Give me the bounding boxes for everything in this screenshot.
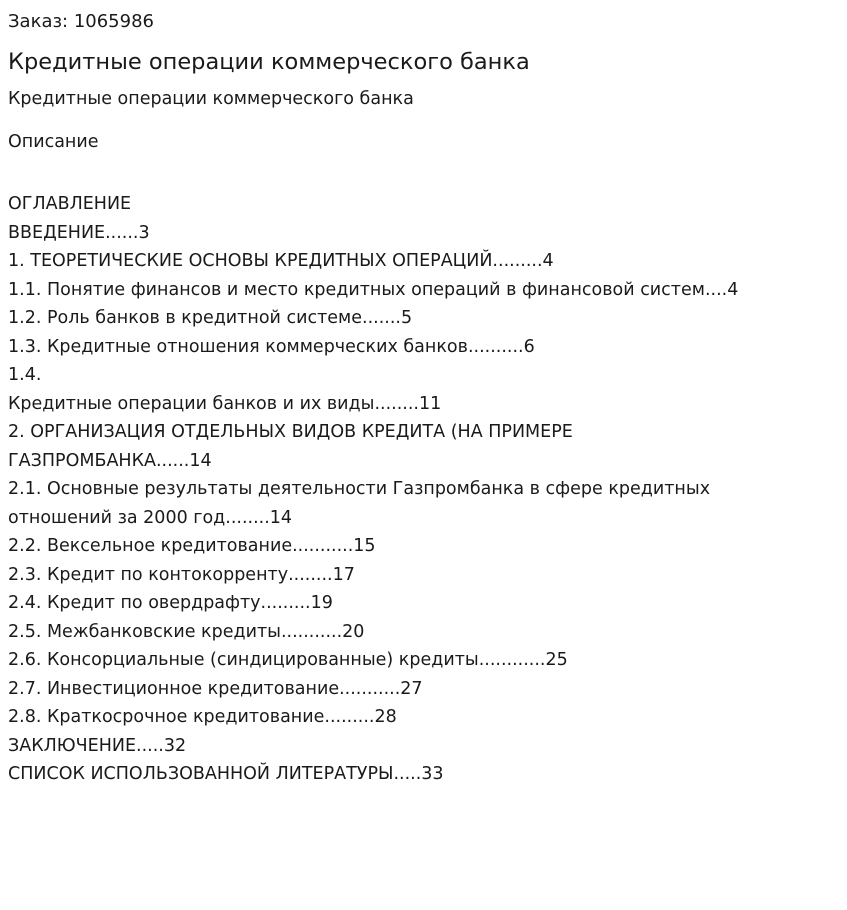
page-title: Кредитные операции коммерческого банка <box>8 49 530 75</box>
toc-line: 1.2. Роль банков в кредитной системе.......5 <box>8 308 413 328</box>
toc-line: 2.4. Кредит по овердрафту.........19 <box>8 593 333 613</box>
toc-line: ВВЕДЕНИЕ......3 <box>8 222 150 243</box>
table-of-contents <box>8 190 840 789</box>
toc-line: 1. ТЕОРЕТИЧЕСКИЕ ОСНОВЫ КРЕДИТНЫХ ОПЕРАЦИЙ.........4 <box>8 251 554 271</box>
toc-line: 2.3. Кредит по контокорренту........17 <box>8 564 355 585</box>
toc-line: 2.8. Краткосрочное кредитование.........28 <box>8 707 397 727</box>
toc-line: 2.7. Инвестиционное кредитование...........27 <box>8 678 423 699</box>
toc-line: 1.1. Понятие финансов и место кредитных операций в финансовой систем....4 <box>8 279 739 300</box>
toc-line: 2.2. Вексельное кредитование...........15 <box>8 536 376 556</box>
toc-line: Кредитные операции банков и их виды........11 <box>8 393 442 414</box>
toc-line: 2.1. Основные результаты деятельности Газпромбанка в сфере кредитных <box>8 479 711 499</box>
toc-line: ГАЗПРОМБАНКА......14 <box>8 450 212 471</box>
toc-line: ОГЛАВЛЕНИЕ <box>8 194 132 214</box>
toc-line: 2.6. Консорциальные (синдицированные) кредиты............25 <box>8 650 568 670</box>
toc-line: СПИСОК ИСПОЛЬЗОВАННОЙ ЛИТЕРАТУРЫ.....33 <box>8 764 444 784</box>
order-number: Заказ: 1065986 <box>8 11 154 32</box>
toc-line: 1.4. <box>8 365 42 385</box>
toc-line: 1.3. Кредитные отношения коммерческих банков..........6 <box>8 336 535 357</box>
toc-line: ЗАКЛЮЧЕНИЕ.....32 <box>8 735 187 756</box>
page-subtitle: Кредитные операции коммерческого банка <box>8 89 414 109</box>
toc-line: 2. ОРГАНИЗАЦИЯ ОТДЕЛЬНЫХ ВИДОВ КРЕДИТА (НА ПРИМЕРЕ <box>8 422 573 442</box>
toc-line: отношений за 2000 год........14 <box>8 507 293 528</box>
toc-line: 2.5. Межбанковские кредиты...........20 <box>8 621 365 642</box>
description-heading: Описание <box>8 132 99 152</box>
